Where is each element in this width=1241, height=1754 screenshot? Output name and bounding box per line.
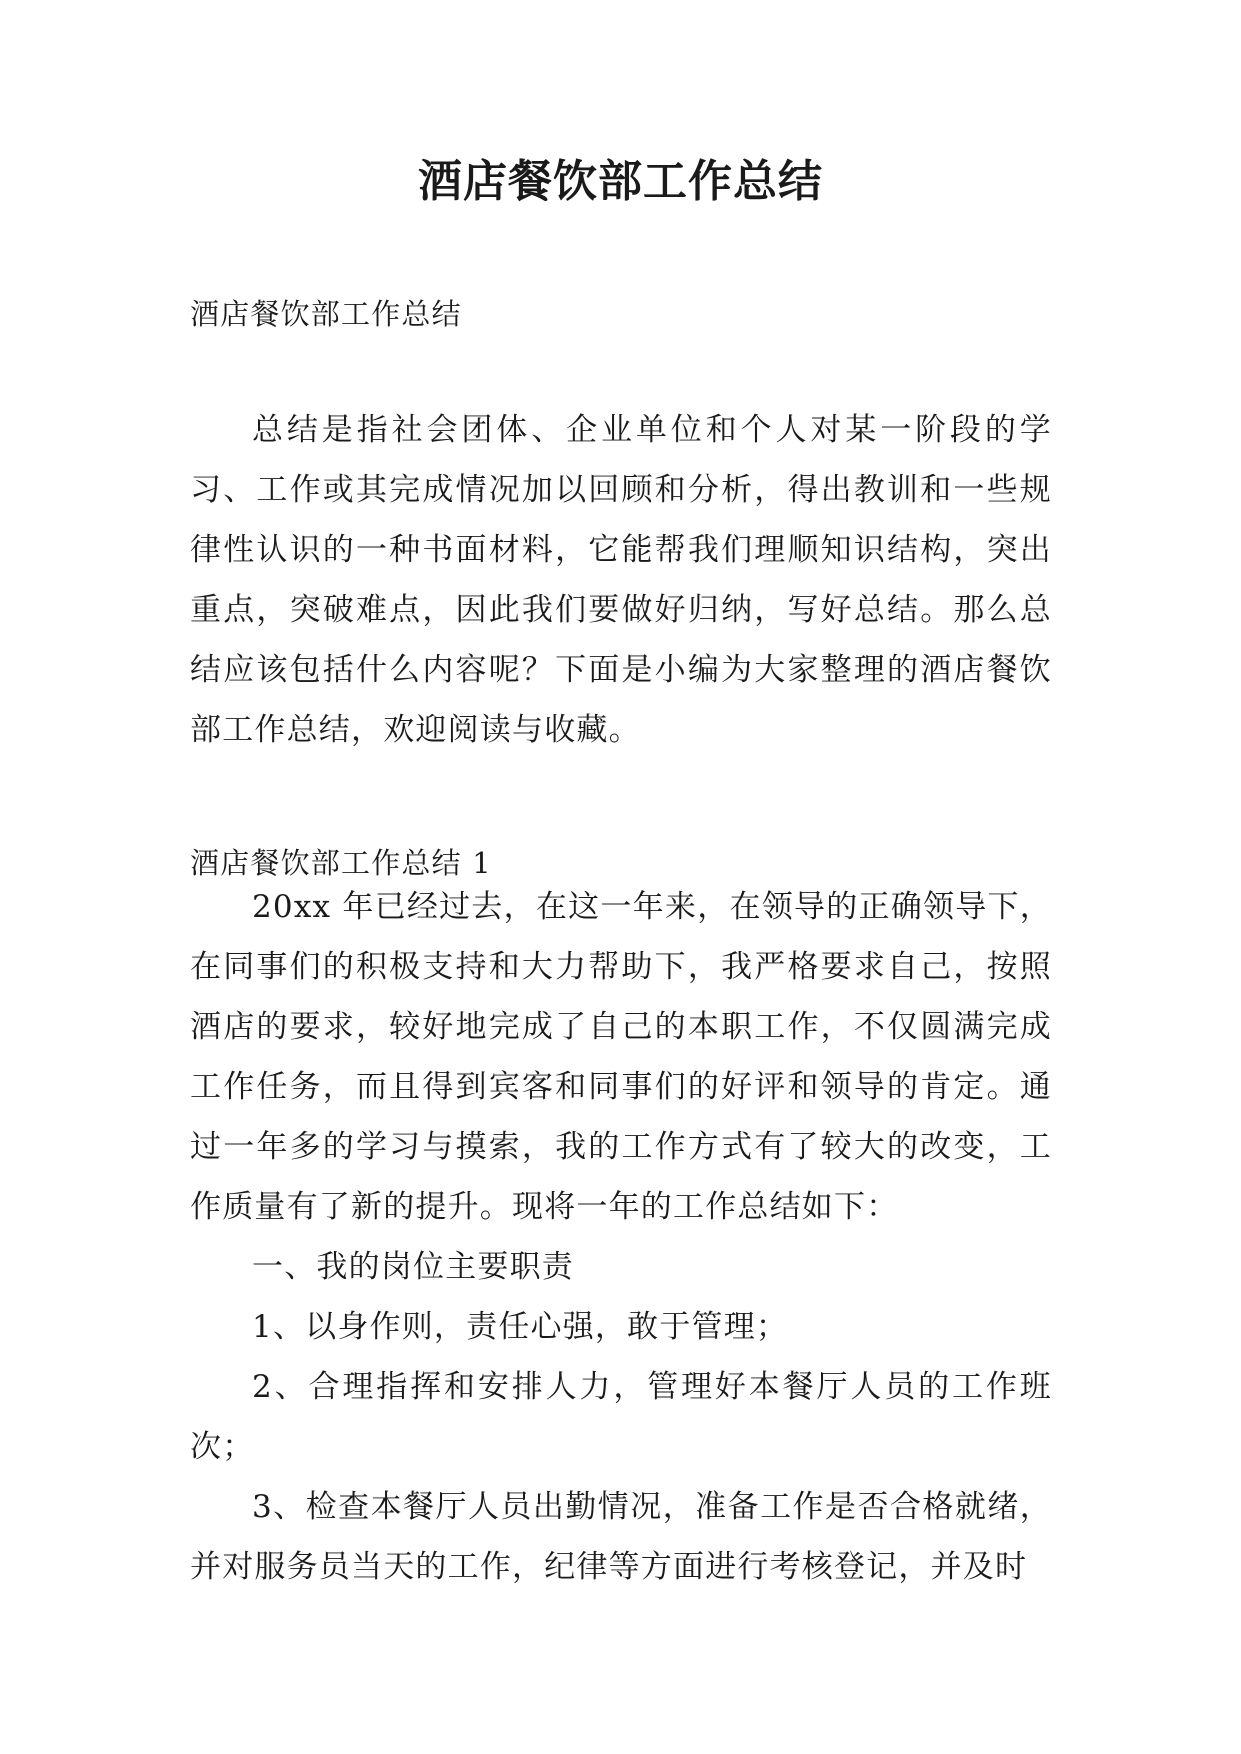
body-paragraph: 3、检查本餐厅人员出勤情况，准备工作是否合格就绪，并对服务员当天的工作，纪律等方面进行考核登记，并及时	[190, 1489, 1052, 1585]
body-paragraph: 2、合理指挥和安排人力，管理好本餐厅人员的工作班次；	[190, 1369, 1052, 1465]
body-paragraph: 20xx 年已经过去，在这一年来，在领导的正确领导下，在同事们的积极支持和大力帮助下，我严格要求自己，按照酒店的要求，较好地完成了自己的本职工作，不仅圆满完成工作任务，而且得到宾客和同事们的好评和领导的肯定。通过一年多的学习与摸索，我的工作方式有了较大的改变，工作质量有了新的提升。现将一年的工作总结如下：	[190, 889, 1052, 1225]
document-title: 酒店餐饮部工作总结	[418, 156, 823, 207]
section-body	[190, 877, 1052, 1597]
body-paragraph: 1、以身作则，责任心强，敢于管理；	[252, 1309, 789, 1345]
document-subtitle: 酒店餐饮部工作总结	[190, 297, 462, 331]
section-heading: 酒店餐饮部工作总结 1	[190, 846, 492, 880]
intro-paragraph	[190, 400, 1052, 760]
body-paragraph: 一、我的岗位主要职责	[252, 1249, 574, 1285]
intro-text: 总结是指社会团体、企业单位和个人对某一阶段的学习、工作或其完成情况加以回顾和分析，得出教训和一些规律性认识的一种书面材料，它能帮我们理顺知识结构，突出重点，突破难点，因此我们要做好归纳，写好总结。那么总结应该包括什么内容呢？下面是小编为大家整理的酒店餐饮部工作总结，欢迎阅读与收藏。	[190, 412, 1052, 748]
